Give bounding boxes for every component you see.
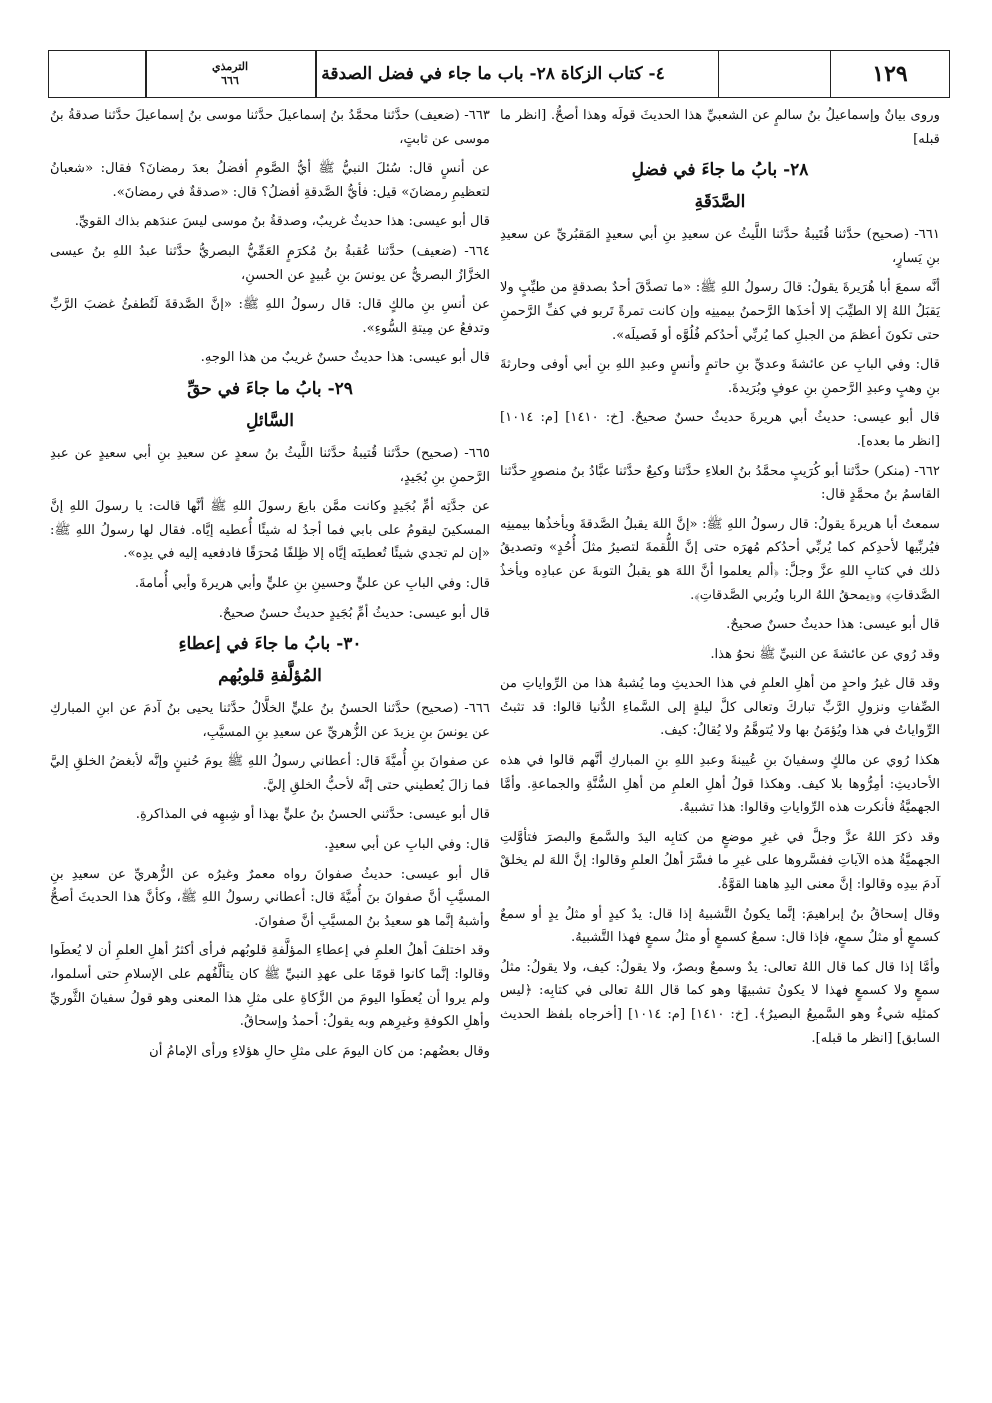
paragraph: وقال بعضُهم: من كان اليومَ على مثلِ حالِ هؤلاءِ ورأى الإمامُ أن xyxy=(149,1043,490,1059)
paragraph: هكذا رُوي عن مالكٍ وسفيانَ بنِ عُيينةَ وعبدِ اللهِ بنِ المباركِ أنَّهم قالوا في هذه الأحاديثِ: أمِرُّوها بلا كيف. وهكذا قولُ أهلِ العلمِ من أهلِ السُّنَّةِ والجماعةِ. وأمَّا الجهميَّةُ فأنكرت هذه الرِّواياتِ وقالوا: هذا تشبيهٌ. xyxy=(500,753,940,816)
paragraph: سمعتُ أبا هريرةَ يقولُ: قال رسولُ اللهِ ﷺ: «إنَّ اللهَ يقبلُ الصَّدقةَ ويأخذُها بيمينِه فيُربِّيها لأحدِكم كما يُربِّي أحدُكم مُهرَه حتى إنَّ اللُّقمةَ لتصيرُ مثلَ أُحُدٍ» وتصديقُ ذلك في كتابِ اللهِ عزَّ وجلَّ: ﴿ألم يعلموا أنَّ اللهَ هو يقبلُ التوبةَ عن عبادِه ويأخذُ الصَّدقاتِ﴾ و﴿يمحقُ اللهُ الربا ويُربي الصَّدقاتِ﴾. xyxy=(500,516,940,603)
right-text-column xyxy=(500,104,940,1056)
paragraph: قال: وفي البابِ عن أبي سعيدٍ. xyxy=(324,837,490,853)
header-divider xyxy=(145,51,147,97)
book-volume-number: ٦٦٦ xyxy=(221,74,239,87)
book-reference xyxy=(145,51,315,97)
left-text-column xyxy=(50,104,490,1069)
paragraph: وقال إسحاقُ بنُ إبراهيمَ: إنَّما يكونُ التَّشبيهُ إذا قال: يدٌ كيدٍ أو مثلُ يدٍ أو سمعٌ كسمعٍ أو مثلُ سمعٍ، فإذا قال: سمعٌ كسمعٍ أو مثلُ سمعٍ فهذا التَّشبيهُ. xyxy=(500,906,940,946)
chapter-heading: السَّائلِ xyxy=(246,410,294,431)
paragraph: ٦٦٤- (ضعيف) حدَّثنا عُقبةُ بنُ مُكرَمٍ العَمِّيُّ البصريُّ حدَّثنا عبدُ اللهِ بنُ عيسى الخزَّازُ البصريُّ عن يونسَ بنِ عُبيدٍ عن الحسنِ، xyxy=(50,243,490,283)
chapter-heading: ٣٠- بابُ ما جاءَ في إعطاءِ xyxy=(178,634,362,655)
paragraph: قال أبو عيسى: هذا حديثٌ حسنٌ صحيحٌ. xyxy=(726,617,940,633)
paragraph: قال أبو عيسى: حديثُ أمِّ بُجَيدٍ حديثٌ حسنٌ صحيحٌ. xyxy=(218,605,490,621)
paragraph: قال أبو عيسى: حديثُ صفوانَ رواه معمرٌ وغيرُه عن الزُّهريِّ عن سعيدِ بنِ المسيَّبِ أنَّ صفوانَ بنَ أُميَّةَ قال: أعطاني رسولُ اللهِ ﷺ، وكأنَّ هذا الحديثَ أصحُّ وأشبهُ إنَّما هو سعيدُ بنُ المسيَّبِ أنَّ صفوانَ. xyxy=(50,866,490,929)
paragraph: وقد رُوي عن عائشةَ عن النبيِّ ﷺ نحوُ هذا. xyxy=(710,646,940,662)
paragraph: أنَّه سمعَ أبا هُرَيرةَ يقولُ: قالَ رسولُ اللهِ ﷺ: «ما تصدَّقَ أحدٌ بصدقةٍ من طيِّبٍ ولا يَقبَلُ اللهُ إلا الطيِّبَ إلا أخذَها الرَّحمنُ بيمينِه وإن كانت تمرةً تَربو في كفِّ الرَّحمنِ حتى تكونَ أعظمَ من الجبلِ كما يُربِّي أحدُكم فُلُوَّه أو فَصيلَه». xyxy=(500,280,940,343)
paragraph: قال أبو عيسى: حديثُ أبي هريرةَ حديثٌ حسنٌ صحيحٌ. [خ: ١٤١٠] [م: ١٠١٤] [انظر ما بعده]. xyxy=(500,410,940,449)
paragraph: ٦٦٥- (صحيح) حدَّثنا قُتيبةُ حدَّثنا اللَّيثُ بنُ سعدٍ عن سعيدِ بنِ أبي سعيدٍ عن عبدِ الرَّحمنِ بنِ بُجَيدٍ، xyxy=(50,445,490,485)
paragraph: ٦٦٢- (منكر) حدَّثنا أبو كُرَيبٍ محمَّدُ بنُ العلاءِ حدَّثنا وكيعٌ حدَّثنا عبَّادُ بنُ منصورٍ حدَّثنا القاسمُ بنُ محمَّدٍ قال: xyxy=(500,463,940,503)
header-divider xyxy=(830,51,832,97)
chapter-heading: الصَّدَقَةِ xyxy=(694,192,746,213)
paragraph: وقد اختلفَ أهلُ العلمِ في إعطاءِ المؤلَّفةِ قلوبُهم فرأى أكثرُ أهلِ العلمِ أن لا يُعطَوا وقالوا: إنَّما كانوا قومًا على عهدِ النبيِّ ﷺ كان يتألَّفُهم على الإسلامِ حتى أسلموا، ولم يروا أن يُعطَوا اليومَ من الزَّكاةِ على مثلِ هذا المعنى وهو قولُ سفيانَ الثَّوريِّ وأهلِ الكوفةِ وغيرِهم وبه يقولُ: أحمدُ وإسحاقُ. xyxy=(50,943,490,1030)
paragraph: عن أنسِ بنِ مالكٍ قال: قال رسولُ اللهِ ﷺ: «إنَّ الصَّدقةَ لَتُطفئُ غضبَ الرَّبِّ وتدفعُ عن مِيتةِ السُّوءِ». xyxy=(50,297,490,336)
chapter-heading: المُؤلَّفةِ قلوبُهم xyxy=(218,666,322,687)
paragraph: ٦٦٦- (صحيح) حدَّثنا الحسنُ بنُ عليٍّ الخلَّالُ حدَّثنا يحيى بنُ آدمَ عن ابنِ المباركِ عن يونسَ بنِ يزيدَ عن الزُّهريِّ عن سعيدِ بنِ المسيَّبِ، xyxy=(50,701,490,740)
paragraph: وروى بيانٌ وإسماعيلُ بنُ سالمٍ عن الشعبيِّ هذا الحديثَ قولَه وهذا أصحُّ. [انظر ما قبله] xyxy=(500,108,940,147)
paragraph: ٦٦١- (صحيح) حدَّثنا قُتَيبةُ حدَّثنا اللَّيثُ عن سعيدِ بنِ أبي سعيدٍ المَقبُريِّ عن سعيدِ بنِ يَسارٍ، xyxy=(500,227,940,266)
paragraph: عن صفوانَ بنِ أُميَّةَ قال: أعطاني رسولُ اللهِ ﷺ يومَ حُنينٍ وإنَّه لأبغضُ الخلقِ إليَّ فما زالَ يُعطيني حتى إنَّه لأحبُّ الخلقِ إليَّ. xyxy=(50,754,490,793)
paragraph: وقد قال غيرُ واحدٍ من أهلِ العلمِ في هذا الحديثِ وما يُشبهُ هذا من الرِّواياتِ من الصِّفاتِ ونزولِ الرَّبِّ تباركَ وتعالى كلَّ ليلةٍ إلى السَّماءِ الدُّنيا قالوا: قد تثبتُ الرِّواياتُ في هذا ويُؤمَنُ بها ولا يُتوهَّمُ ولا يُقالُ: كيف. xyxy=(500,676,940,739)
running-title: ٤- كتاب الزكاة ٢٨- باب ما جاء في فضل الصدقة xyxy=(321,64,665,84)
page-header xyxy=(48,50,950,98)
paragraph: وقد ذكرَ اللهُ عزَّ وجلَّ في غيرِ موضعٍ من كتابِه اليدَ والسَّمعَ والبصرَ فتأوَّلتِ الجهميَّةُ هذه الآياتِ ففسَّروها على غيرِ ما فسَّرَ أهلُ العلمِ وقالوا: إنَّ اللهَ لم يخلقْ آدمَ بيدِه وقالوا: إنَّ معنى اليدِ هاهنا القوَّةُ. xyxy=(500,829,940,893)
page-number: ١٢٩ xyxy=(872,61,908,87)
paragraph: قال أبو عيسى: هذا حديثٌ حسنٌ غريبٌ من هذا الوجهِ. xyxy=(200,350,490,366)
header-divider xyxy=(315,51,317,97)
paragraph: قال أبو عيسى: هذا حديثٌ غريبٌ، وصدقةُ بنُ موسى ليسَ عندَهم بذاك القويِّ. xyxy=(74,214,490,230)
paragraph: ٦٦٣- (ضعيف) حدَّثنا محمَّدُ بنُ إسماعيلَ حدَّثنا موسى بنُ إسماعيلَ حدَّثنا صدقةُ بنُ موسى عن ثابتٍ، xyxy=(50,108,490,147)
paragraph: وأمَّا إذا قال كما قال اللهُ تعالى: يدٌ وسمعٌ وبصرٌ، ولا يقولُ: كيف، ولا يقولُ: مثلُ سمعٍ ولا كسمعٍ فهذا لا يكونُ تشبيهًا وهو كما قال اللهُ تعالى في كتابِه: ﴿ليس كمثلِه شيءٌ وهو السَّميعُ البصيرُ﴾. [خ: ١٤١٠] [م: ١٠١٤] [أخرجاه بلفظ الحديث السابق] [انظر ما قبله]. xyxy=(500,959,940,1046)
chapter-heading: ٢٩- بابُ ما جاءَ في حقِّ xyxy=(187,378,353,399)
chapter-heading: ٢٨- بابُ ما جاءَ في فضلِ xyxy=(631,160,809,181)
paragraph: عن جدَّتِه أمِّ بُجَيدٍ وكانت ممَّن بايعَ رسولَ اللهِ ﷺ أنَّها قالت: يا رسولَ اللهِ إنَّ المسكينَ ليقومُ على بابي فما أجدُ له شيئًا أُعطيه إيَّاه. فقال لها رسولُ اللهِ ﷺ: «إن لم تجدي شيئًا تُعطينَه إيَّاه إلا ظِلفًا مُحرَقًا فادفعيه إليه في يدِه». xyxy=(50,499,490,562)
book-name: الترمذي xyxy=(211,59,249,73)
paragraph: قال أبو عيسى: حدَّثني الحسنُ بنُ عليٍّ بهذا أو شِبهِه في المذاكرةِ. xyxy=(135,807,490,823)
paragraph: قال: وفي البابِ عن عليٍّ وحسينِ بنِ عليٍّ وأبي هريرةَ وأبي أُمامةَ. xyxy=(134,575,490,591)
paragraph: قال: وفي البابِ عن عائشةَ وعديِّ بنِ حاتمٍ وأنسٍ وعبدِ اللهِ بنِ أبي أوفى وحارثةَ بنِ وهبٍ وعبدِ الرَّحمنِ بنِ عوفٍ وبُرَيدةَ. xyxy=(500,357,940,396)
paragraph: عن أنسٍ قال: سُئلَ النبيُّ ﷺ أيُّ الصَّومِ أفضلُ بعدَ رمضانَ؟ فقال: «شعبانُ لتعظيمِ رمضانَ» قيل: فأيُّ الصَّدقةِ أفضلُ؟ قال: «صدقةٌ في رمضانَ». xyxy=(50,161,490,200)
